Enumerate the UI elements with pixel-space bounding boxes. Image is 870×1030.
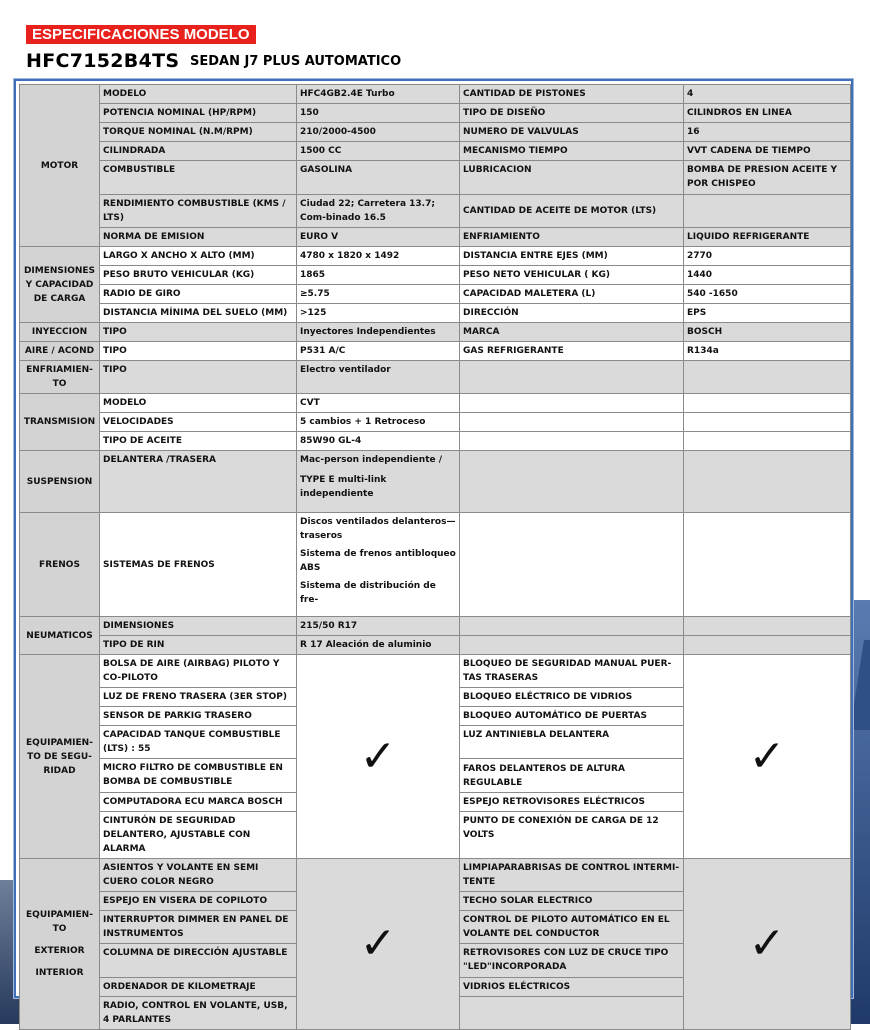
spec-value: 1440 [684, 266, 851, 285]
check-cell-left [297, 655, 460, 859]
spec-label: TIPO DE RIN [100, 636, 297, 655]
spec-label: MODELO [100, 85, 297, 104]
spec-value: 540 -1650 [684, 285, 851, 304]
spec-label: NORMA DE EMISION [100, 228, 297, 247]
spec-value: 2770 [684, 247, 851, 266]
section-exterior-line: TO [52, 924, 67, 934]
spec-value: Inyectores Independientes [297, 323, 460, 342]
spec-label: DIRECCIÓN [460, 304, 684, 323]
section-exterior-line: INTERIOR [35, 968, 84, 978]
spec-label: DISTANCIA MÍNIMA DEL SUELO (MM) [100, 304, 297, 323]
section-seguridad [20, 655, 100, 859]
section-enfriamiento: ENFRIAMIEN-TO [20, 361, 100, 394]
checkmark-icon: ✓ [748, 730, 786, 782]
empty-cell [460, 413, 684, 432]
empty-cell [460, 432, 684, 451]
section-seguridad-line: RIDAD [43, 765, 76, 776]
feature-item: LIMPIAPARABRISAS DE CONTROL INTERMI-TENTE [460, 859, 684, 892]
spec-value: 85W90 GL-4 [297, 432, 460, 451]
spec-label: PESO BRUTO VEHICULAR (KG) [100, 266, 297, 285]
feature-item: BLOQUEO ELÉCTRICO DE VIDRIOS [460, 688, 684, 707]
feature-item: FAROS DELANTEROS DE ALTURA REGULABLE [460, 759, 684, 793]
spec-value: 210/2000-4500 [297, 123, 460, 142]
feature-item: PUNTO DE CONEXIÓN DE CARGA DE 12 VOLTS [460, 812, 684, 859]
table-row [20, 342, 851, 361]
frenos-value-discos: Discos ventilados delanteros—traseros [300, 517, 456, 541]
empty-cell [460, 617, 684, 636]
feature-item: SENSOR DE PARKIG TRASERO [100, 707, 297, 726]
table-row [20, 142, 851, 161]
spec-value: BOSCH [684, 323, 851, 342]
spec-sheet-frame [14, 79, 853, 1025]
spec-label: COMBUSTIBLE [100, 161, 297, 195]
spec-label: POTENCIA NOMINAL (HP/RPM) [100, 104, 297, 123]
empty-cell [460, 451, 684, 513]
feature-item: TECHO SOLAR ELECTRICO [460, 892, 684, 911]
table-row [20, 104, 851, 123]
spec-label: TIPO [100, 323, 297, 342]
feature-item: BOLSA DE AIRE (AIRBAG) PILOTO Y CO-PILOTO [100, 655, 297, 688]
spec-value: 5 cambios + 1 Retroceso [297, 413, 460, 432]
table-row [20, 451, 851, 513]
empty-cell [460, 361, 684, 394]
feature-item: CINTURÓN DE SEGURIDAD DELANTERO, AJUSTABLE CON ALARMA [100, 812, 297, 859]
table-row [20, 655, 851, 688]
feature-item: RADIO, CONTROL EN VOLANTE, USB, 4 PARLANTES [100, 997, 297, 1030]
spec-label: RADIO DE GIRO [100, 285, 297, 304]
model-code: HFC7152B4TS [26, 50, 180, 72]
feature-item: INTERRUPTOR DIMMER EN PANEL DE INSTRUMENTOS [100, 911, 297, 944]
table-row [20, 247, 851, 266]
spec-label: LUBRICACION [460, 161, 684, 195]
feature-item: BLOQUEO AUTOMÁTICO DE PUERTAS [460, 707, 684, 726]
feature-item: ESPEJO EN VISERA DE COPILOTO [100, 892, 297, 911]
spec-label: LARGO X ANCHO X ALTO (MM) [100, 247, 297, 266]
feature-item: MICRO FILTRO DE COMBUSTIBLE EN BOMBA DE COMBUSTIBLE [100, 759, 297, 793]
spec-label: TIPO [100, 361, 297, 394]
section-frenos: FRENOS [20, 513, 100, 617]
spec-value: 1865 [297, 266, 460, 285]
checkmark-icon: ✓ [359, 730, 397, 782]
section-aire: AIRE / ACOND [20, 342, 100, 361]
suspension-value-rear: TYPE E multi-link independiente [300, 475, 387, 499]
spec-label: MECANISMO TIEMPO [460, 142, 684, 161]
section-dimensiones: DIMENSIONES Y CAPACIDAD DE CARGA [20, 247, 100, 323]
table-row [20, 361, 851, 394]
spec-value: >125 [297, 304, 460, 323]
spec-label: TIPO DE ACEITE [100, 432, 297, 451]
empty-cell [460, 394, 684, 413]
empty-cell [460, 636, 684, 655]
spec-label: CANTIDAD DE PISTONES [460, 85, 684, 104]
section-exterior-interior [20, 859, 100, 1030]
section-exterior-line: EQUIPAMIEN- [26, 910, 93, 920]
spec-label: CILINDRADA [100, 142, 297, 161]
frenos-value-distribucion: Sistema de distribución de fre- [300, 581, 436, 605]
empty-cell [684, 513, 851, 617]
spec-value: Electro ventilador [297, 361, 460, 394]
frenos-value-abs: Sistema de frenos antibloqueo ABS [300, 549, 456, 573]
empty-cell [460, 513, 684, 617]
spec-value: CVT [297, 394, 460, 413]
spec-value: BOMBA DE PRESION ACEITE Y POR CHISPEO [684, 161, 851, 195]
table-row [20, 161, 851, 195]
table-row [20, 513, 851, 617]
spec-value: GASOLINA [297, 161, 460, 195]
spec-label: MARCA [460, 323, 684, 342]
feature-item: BLOQUEO DE SEGURIDAD MANUAL PUER-TAS TRASERAS [460, 655, 684, 688]
feature-item [460, 997, 684, 1030]
spec-value: 4780 x 1820 x 1492 [297, 247, 460, 266]
spec-value: R 17 Aleación de aluminio [297, 636, 460, 655]
table-row [20, 617, 851, 636]
check-cell-right [684, 655, 851, 859]
spec-label: TIPO DE DISEÑO [460, 104, 684, 123]
spec-label: TORQUE NOMINAL (N.M/RPM) [100, 123, 297, 142]
spec-value [684, 195, 851, 228]
table-row [20, 285, 851, 304]
spec-value: Ciudad 22; Carretera 13.7; Com-binado 16.5 [297, 195, 460, 228]
spec-value: LIQUIDO REFRIGERANTE [684, 228, 851, 247]
feature-item: VIDRIOS ELÉCTRICOS [460, 978, 684, 997]
spec-label: TIPO [100, 342, 297, 361]
spec-label: DISTANCIA ENTRE EJES (MM) [460, 247, 684, 266]
table-row [20, 195, 851, 228]
spec-value [297, 451, 460, 513]
spec-table [19, 84, 851, 1030]
feature-item: CONTROL DE PILOTO AUTOMÁTICO EN EL VOLANTE DEL CONDUCTOR [460, 911, 684, 944]
table-row [20, 228, 851, 247]
empty-cell [684, 413, 851, 432]
section-neumaticos: NEUMATICOS [20, 617, 100, 655]
spec-label: NUMERO DE VALVULAS [460, 123, 684, 142]
section-seguridad-line: TO DE SEGU- [27, 751, 92, 762]
feature-item: ORDENADOR DE KILOMETRAJE [100, 978, 297, 997]
table-row [20, 394, 851, 413]
spec-value: EPS [684, 304, 851, 323]
section-suspension: SUSPENSION [20, 451, 100, 513]
feature-item: COMPUTADORA ECU MARCA BOSCH [100, 793, 297, 812]
spec-value: HFC4GB2.4E Turbo [297, 85, 460, 104]
spec-label: RENDIMIENTO COMBUSTIBLE (KMS / LTS) [100, 195, 297, 228]
spec-value: 4 [684, 85, 851, 104]
feature-item: LUZ DE FRENO TRASERA (3ER STOP) [100, 688, 297, 707]
empty-cell [684, 394, 851, 413]
empty-cell [684, 432, 851, 451]
table-row [20, 323, 851, 342]
model-subtitle: SEDAN J7 PLUS AUTOMATICO [190, 54, 402, 69]
empty-cell [684, 617, 851, 636]
spec-value: P531 A/C [297, 342, 460, 361]
table-row [20, 85, 851, 104]
spec-label: GAS REFRIGERANTE [460, 342, 684, 361]
empty-cell [684, 451, 851, 513]
table-row [20, 304, 851, 323]
spec-label: ENFRIAMIENTO [460, 228, 684, 247]
check-cell-left [297, 859, 460, 1030]
checkmark-icon: ✓ [748, 918, 786, 969]
feature-item: ESPEJO RETROVISORES ELÉCTRICOS [460, 793, 684, 812]
section-inyeccion: INYECCION [20, 323, 100, 342]
spec-label: PESO NETO VEHICULAR ( KG) [460, 266, 684, 285]
suspension-value-front: Mac-person independiente / [300, 455, 443, 465]
spec-label: MODELO [100, 394, 297, 413]
feature-item: ASIENTOS Y VOLANTE EN SEMI CUERO COLOR NEGRO [100, 859, 297, 892]
section-seguridad-line: EQUIPAMIEN- [26, 737, 93, 748]
spec-value: 150 [297, 104, 460, 123]
empty-cell [684, 361, 851, 394]
spec-value: 215/50 R17 [297, 617, 460, 636]
table-row [20, 859, 851, 892]
spec-value: EURO V [297, 228, 460, 247]
checkmark-icon: ✓ [359, 918, 397, 969]
spec-value [297, 513, 460, 617]
check-cell-right [684, 859, 851, 1030]
spec-value: CILINDROS EN LINEA [684, 104, 851, 123]
table-row [20, 432, 851, 451]
feature-item: RETROVISORES CON LUZ DE CRUCE TIPO "LED"INCORPORADA [460, 944, 684, 978]
spec-label: DIMENSIONES [100, 617, 297, 636]
feature-item: CAPACIDAD TANQUE COMBUSTIBLE (LTS) : 55 [100, 726, 297, 759]
spec-value: R134a [684, 342, 851, 361]
spec-value: 1500 CC [297, 142, 460, 161]
background-shard [850, 640, 870, 730]
spec-label: VELOCIDADES [100, 413, 297, 432]
section-transmision: TRANSMISION [20, 394, 100, 451]
table-row [20, 636, 851, 655]
feature-item: LUZ ANTINIEBLA DELANTERA [460, 726, 684, 759]
empty-cell [684, 636, 851, 655]
spec-label: SISTEMAS DE FRENOS [100, 513, 297, 617]
spec-value: VVT CADENA DE TIEMPO [684, 142, 851, 161]
feature-item: COLUMNA DE DIRECCIÓN AJUSTABLE [100, 944, 297, 978]
section-motor: MOTOR [20, 85, 100, 247]
spec-label: CANTIDAD DE ACEITE DE MOTOR (LTS) [460, 195, 684, 228]
spec-value: 16 [684, 123, 851, 142]
header-badge: ESPECIFICACIONES MODELO [26, 25, 256, 44]
spec-value: ≥5.75 [297, 285, 460, 304]
table-row [20, 123, 851, 142]
table-row [20, 266, 851, 285]
table-row [20, 413, 851, 432]
section-exterior-line: EXTERIOR [34, 946, 85, 956]
spec-label: CAPACIDAD MALETERA (L) [460, 285, 684, 304]
spec-label: DELANTERA /TRASERA [100, 451, 297, 513]
